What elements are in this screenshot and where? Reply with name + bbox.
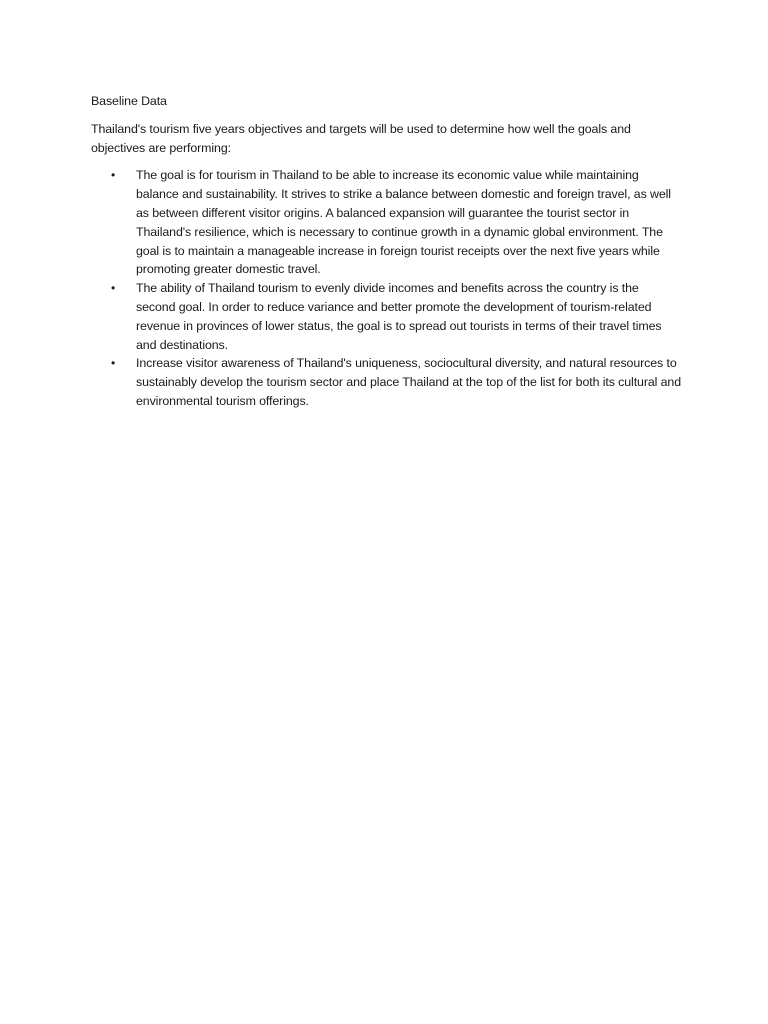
list-item-text: The ability of Thailand tourism to evenly divide incomes and benefits across the country is the second goal. In order to reduce variance and better promote the development of tourism-related revenue in provinces of lower status, the goal is to spread out tourists in terms of their travel times and destinations. [136,281,662,352]
bullet-icon: • [111,281,116,296]
bullet-icon: • [111,356,116,371]
list-item [91,166,681,279]
goals-list [91,166,681,410]
list-item-text: Increase visitor awareness of Thailand's uniqueness, sociocultural diversity, and natural resources to sustainably develop the tourism sector and place Thailand at the top of the list for both its cultural and environmental tourism offerings. [136,356,682,408]
list-item-text: The goal is for tourism in Thailand to be able to increase its economic value while maintaining balance and sustainability. It strives to strike a balance between domestic and foreign travel, as well as between different visitor origins. A balanced expansion will guarantee the tourist sector in Thailand's resilience, which is necessary to continue growth in a dynamic global environment. The goal is to maintain a manageable increase in foreign tourist receipts over the next five years while promoting greater domestic travel. [136,168,671,277]
list-item [91,354,681,410]
intro-paragraph: Thailand's tourism five years objectives and targets will be used to determine how well the goals and objectives are performing: [91,121,631,155]
bullet-icon: • [111,168,116,183]
list-item [91,279,681,354]
section-heading: Baseline Data [91,94,167,108]
document-body [91,92,681,411]
